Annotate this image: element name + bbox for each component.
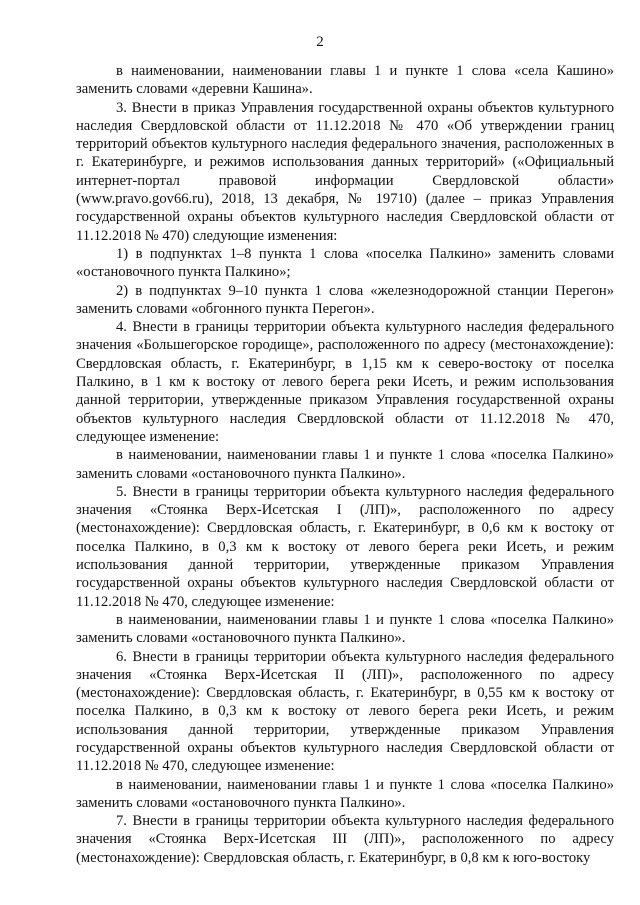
paragraph-item-4-change: в наименовании, наименовании главы 1 и пункте 1 слова «поселка Палкино» заменить словами «остановочного пункта Палкино». xyxy=(76,447,614,482)
document-body xyxy=(76,62,614,867)
paragraph-item-6: 6. Внести в границы территории объекта культурного наследия федерального значения «Стоянка Верх-Исетская II (ЛП)», расположенного по адресу (местонахождение): Свердловская область, г. Екатеринбург, в 0,55 км к востоку от поселка Палкино, в 0,3 км к востоку от левого берега реки Исеть, и режим использования данной территории, утвержденные приказом Управления государственной охраны объектов культурного наследия Свердловской области от 11.12.2018 № 470, следующее изменение: xyxy=(76,648,614,775)
page-number: 2 xyxy=(316,34,324,50)
paragraph-item-4: 4. Внести в границы территории объекта культурного наследия федерального значения «Большегорское городище», расположенного по адресу (местонахождение): Свердловская область, г. Екатеринбург, в 1,15 км к северо-востоку от поселка Палкино, в 1 км к востоку от левого берега реки Исеть, и режим использования данной территории, утвержденные приказом Управления государственной охраны объектов культурного наследия Свердловской области от 11.12.2018 № 470, следующее изменение: xyxy=(76,319,614,445)
paragraph-item-5: 5. Внести в границы территории объекта культурного наследия федерального значения «Стоянка Верх-Исетская I (ЛП)», расположенного по адресу (местонахождение): Свердловская область, г. Екатеринбург, в 0,6 км к востоку от поселка Палкино, в 0,3 км к востоку от левого берега реки Исеть, и режим использования данной территории, утвержденные приказом Управления государственной охраны объектов культурного наследия Свердловской области от 11.12.2018 № 470, следующее изменение: xyxy=(76,483,614,610)
paragraph-village-rename: в наименовании, наименовании главы 1 и пункте 1 слова «села Кашино» заменить словами «деревни Кашина». xyxy=(76,63,614,98)
paragraph-item-5-change: в наименовании, наименовании главы 1 и пункте 1 слова «поселка Палкино» заменить словами «остановочного пункта Палкино». xyxy=(76,611,614,647)
paragraph-subitem-2: 2) в подпунктах 9–10 пункта 1 слова «железнодорожной станции Перегон» заменить словами «обгонного пункта Перегон». xyxy=(76,282,614,317)
paragraph-subitem-1: 1) в подпунктах 1–8 пункта 1 слова «поселка Палкино» заменить словами «остановочного пункта Палкино»; xyxy=(76,245,614,281)
paragraph-item-3: 3. Внести в приказ Управления государственной охраны объектов культурного наследия Свердловской области от 11.12.2018 № 470 «Об утверждении границ территорий объектов культурного наследия федерального значения, расположенных в г. Екатеринбурге, и режимов использования данных территорий» («Официальный интернет-портал правовой информации Свердловской области» (www.pravo.gov66.ru), 2018, 13 декабря, № 19710) (далее – приказ Управления государственной охраны объектов культурного наследия Свердловской области от 11.12.2018 № 470) следующие изменения: xyxy=(76,99,614,244)
paragraph-item-6-change: в наименовании, наименовании главы 1 и пункте 1 слова «поселка Палкино» заменить словами «остановочного пункта Палкино». xyxy=(76,776,614,811)
paragraph-item-7: 7. Внести в границы территории объекта культурного наследия федерального значения «Стоянка Верх-Исетская III (ЛП)», расположенного по адресу (местонахождение): Свердловская область, г. Екатеринбург, в 0,8 км к юго-востоку xyxy=(76,813,614,866)
